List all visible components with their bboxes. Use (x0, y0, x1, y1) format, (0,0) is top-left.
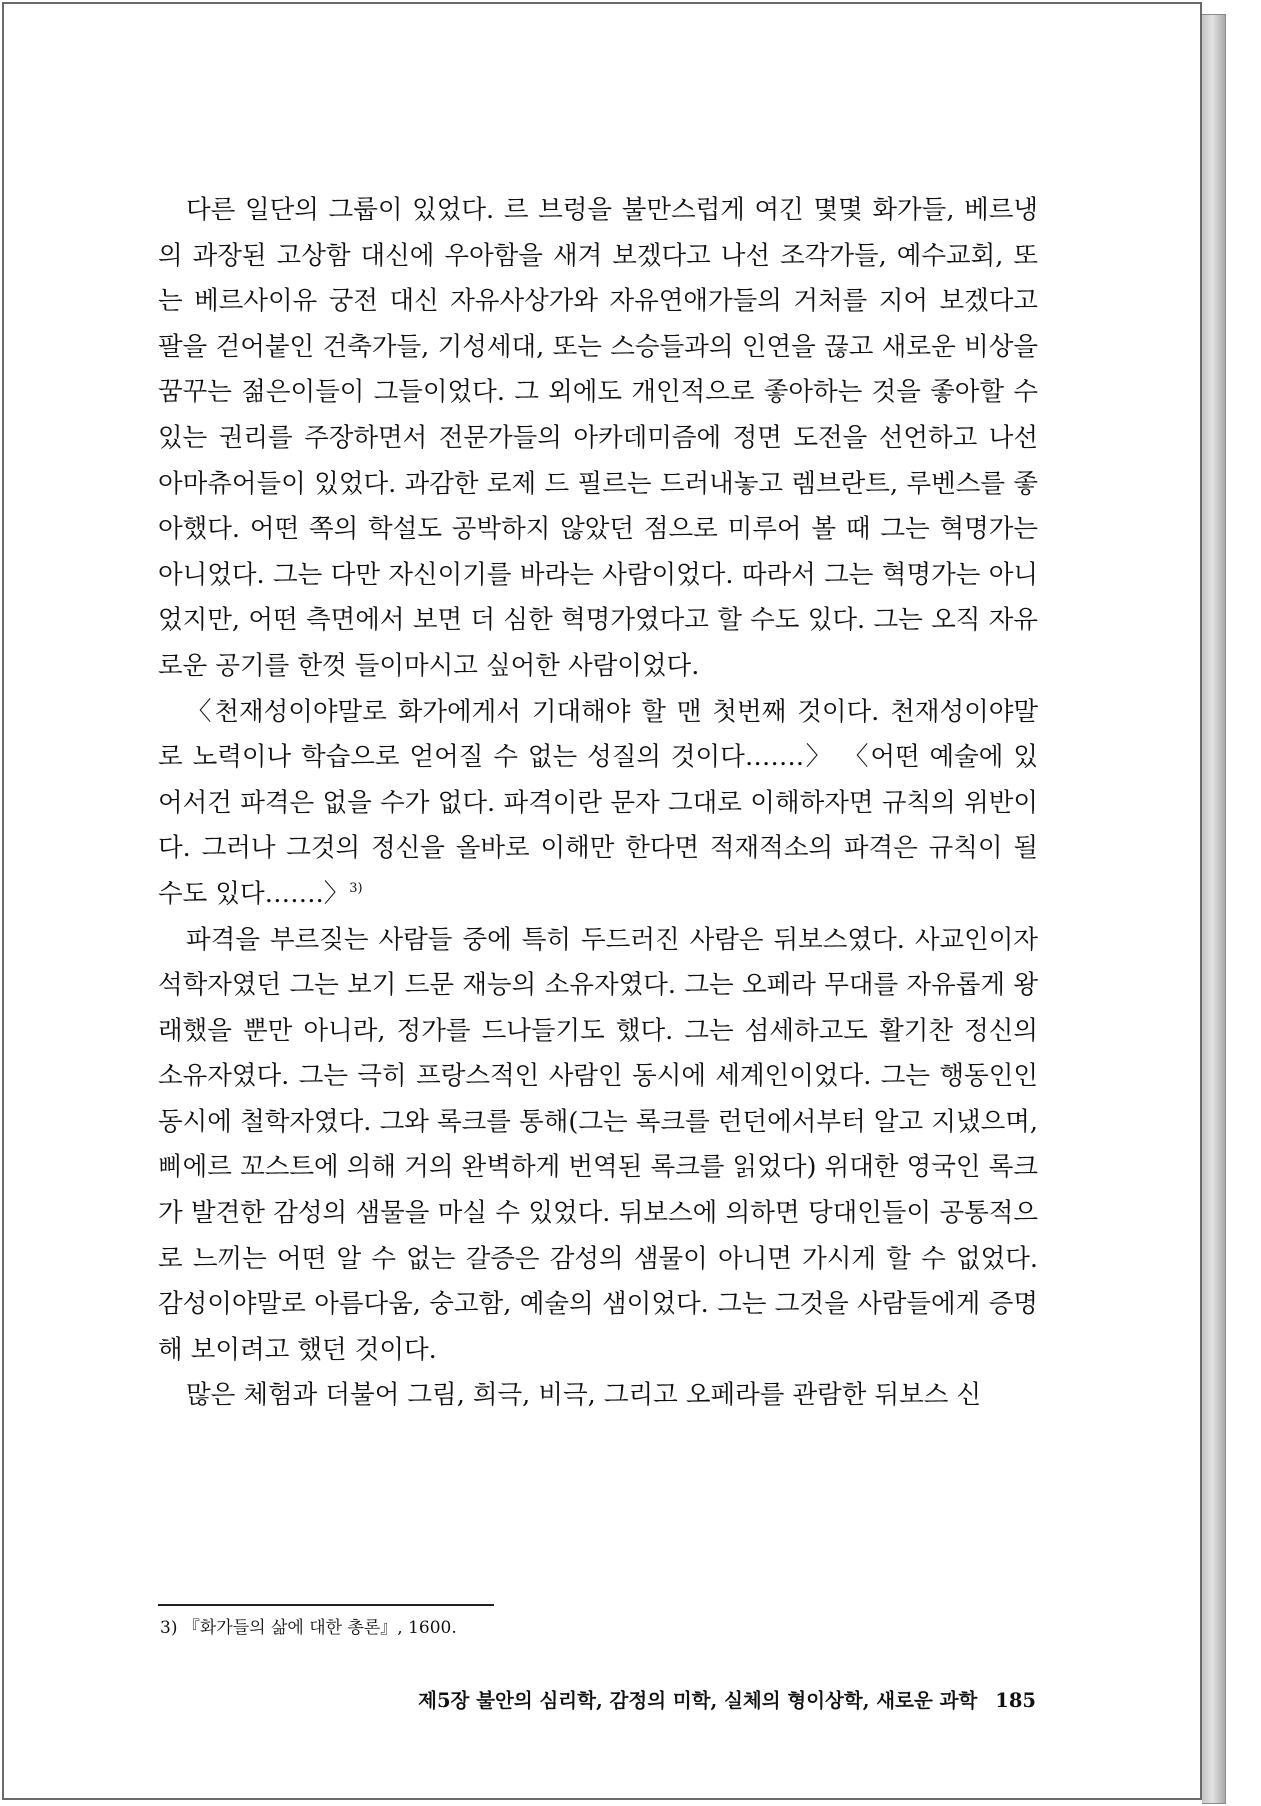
paragraph-1: 다른 일단의 그룹이 있었다. 르 브렁을 불만스럽게 여긴 몇몇 화가들, 베르냉의 과장된 고상함 대신에 우아함을 새겨 보겠다고 나선 조각가들, 예수교회, 또는 베르사이유 궁전 대신 자유사상가와 자유연애가들의 거처를 지어 보겠다고 팔을 걷어붙인 건축가들, 기성세대, 또는 스승들과의 인연을 끊고 새로운 비상을 꿈꾸는 젊은이들이 그들이었다. 그 외에도 개인적으로 좋아하는 것을 좋아할 수 있는 권리를 주장하면서 전문가들의 아카데미즘에 정면 도전을 선언하고 나선 아마츄어들이 있었다. 과감한 로제 드 필르는 드러내놓고 렘브란트, 루벤스를 좋아했다. 어떤 쪽의 학설도 공박하지 않았던 점으로 미루어 볼 때 그는 혁명가는 아니었다. 그는 다만 자신이기를 바라는 사람이었다. 따라서 그는 혁명가는 아니었지만, 어떤 측면에서 보면 더 심한 혁명가였다고 할 수도 있다. 그는 오직 자유로운 공기를 한껏 들이마시고 싶어한 사람이었다. (158, 195, 1038, 681)
running-footer (356, 1686, 1036, 1716)
paragraph-4: 많은 체험과 더불어 그림, 희극, 비극, 그리고 오페라를 관람한 뒤보스 신 (186, 1380, 982, 1411)
page-number: 185 (995, 1689, 1036, 1712)
footnote-reference[interactable]: 3) (349, 880, 363, 896)
paragraph-2 (158, 690, 1038, 918)
paragraph-2-text: 〈천재성이야말로 화가에게서 기대해야 할 맨 첫번째 것이다. 천재성이야말로 노력이나 학습으로 얻어질 수 없는 성질의 것이다…….〉 〈어떤 예술에 있어서건 파격은 없을 수가 없다. 파격이란 문자 그대로 이해하자면 규칙의 위반이다. 그러나 그것의 정신을 올바로 이해만 한다면 적재적소의 파격은 규칙이 될 수도 있다…….〉 (158, 696, 1038, 909)
chapter-title: 제5장 불안의 심리학, 감정의 미학, 실체의 형이상학, 새로운 과학 (418, 1689, 978, 1712)
page-stack-edge (1202, 14, 1226, 1804)
paragraph-3: 파격을 부르짖는 사람들 중에 특히 두드러진 사람은 뒤보스였다. 사교인이자 석학자였던 그는 보기 드문 재능의 소유자였다. 그는 오페라 무대를 자유롭게 왕래했을 뿐만 아니라, 정가를 드나들기도 했다. 그는 섬세하고도 활기찬 정신의 소유자였다. 그는 극히 프랑스적인 사람인 동시에 세계인이었다. 그는 행동인인 동시에 철학자였다. 그와 록크를 통해(그는 록크를 런던에서부터 알고 지냈으며, 삐에르 꼬스트에 의해 거의 완벽하게 번역된 록크를 읽었다) 위대한 영국인 록크가 발견한 감성의 샘물을 마실 수 있었다. 뒤보스에 의하면 당대인들이 공통적으로 느끼는 어떤 알 수 없는 갈증은 감성의 샘물이 아니면 가시게 할 수 없었다. 감성이야말로 아름다움, 숭고함, 예술의 샘이었다. 그는 그것을 사람들에게 증명해 보이려고 했던 것이다. (158, 924, 1038, 1365)
footnote-divider (158, 1604, 494, 1606)
body-text (158, 188, 1038, 1419)
footnote: 3) 『화가들의 삶에 대한 총론』, 1600. (160, 1618, 457, 1638)
